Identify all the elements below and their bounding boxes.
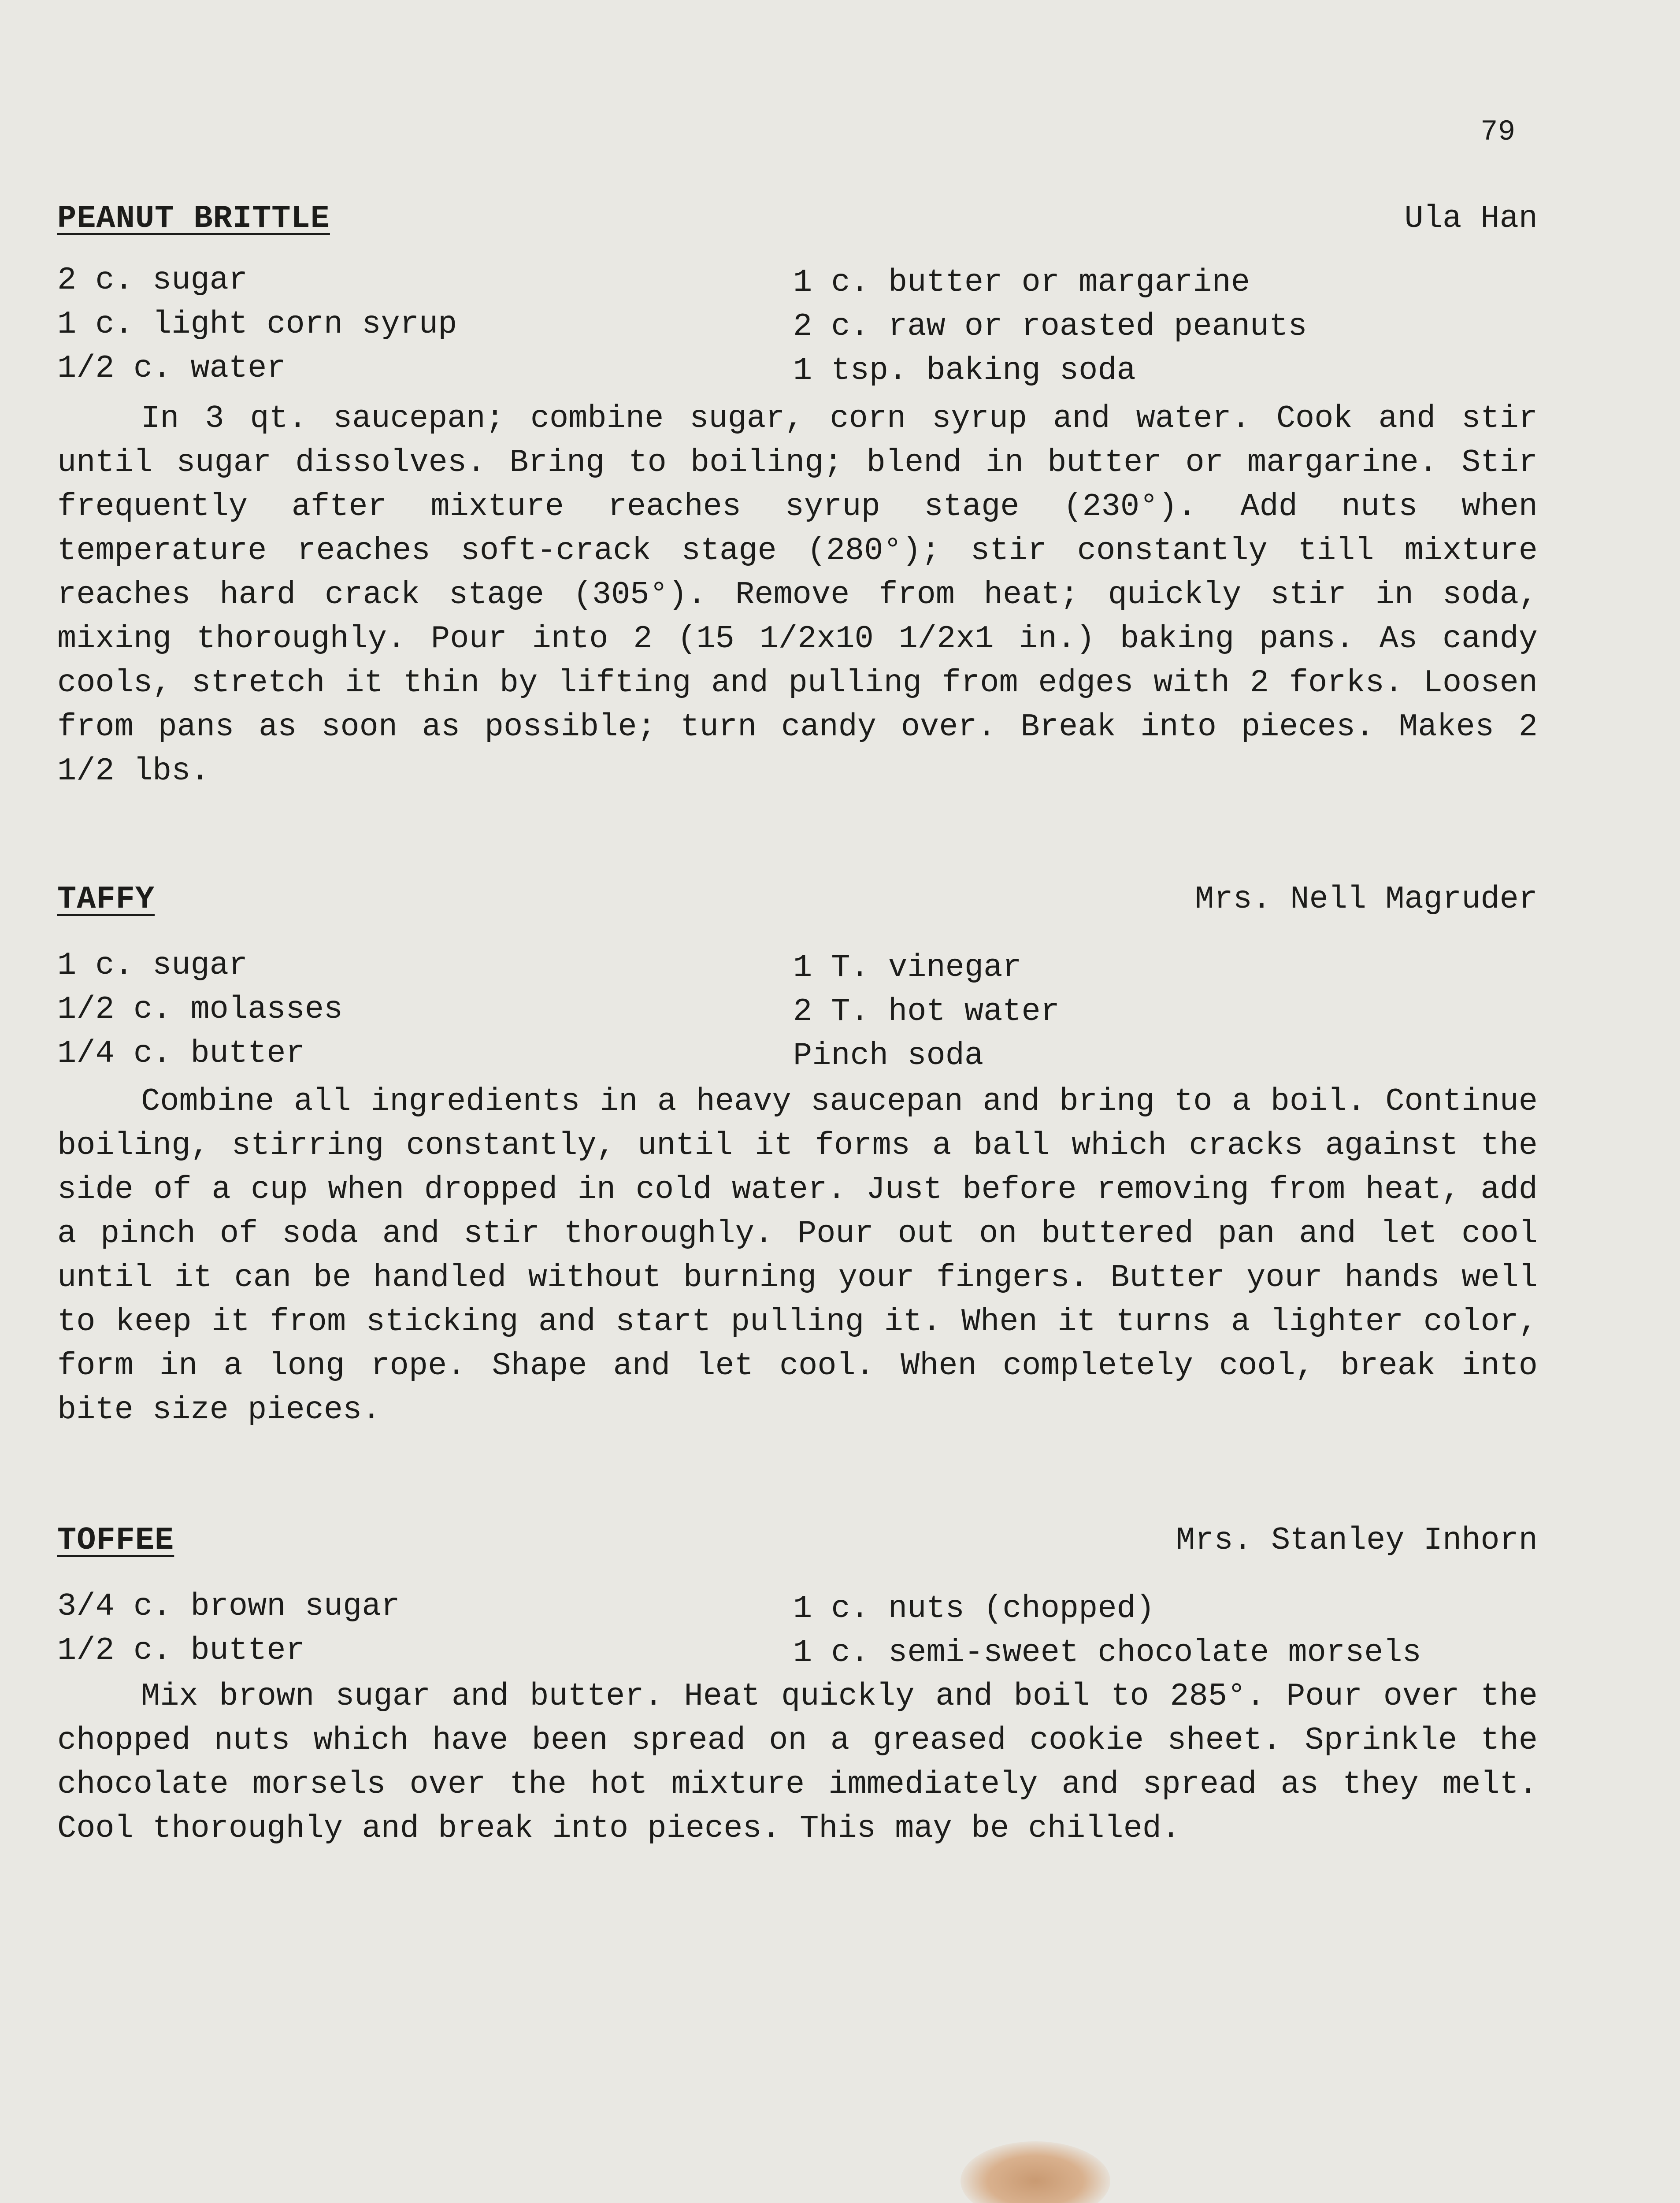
recipe-title: TAFFY bbox=[57, 881, 155, 917]
page-number: 79 bbox=[1480, 115, 1516, 148]
ingredient: Pinch soda bbox=[793, 1038, 984, 1074]
recipe-title: PEANUT BRITTLE bbox=[57, 200, 330, 237]
recipe-author: Mrs. Stanley Inhorn bbox=[1176, 1522, 1538, 1558]
ingredient: 1 T. vinegar bbox=[793, 949, 1022, 986]
recipe-peanut-brittle bbox=[57, 200, 1538, 835]
ingredient: 1 tsp. baking soda bbox=[793, 352, 1136, 389]
ingredient: 2 c. raw or roasted peanuts bbox=[793, 308, 1307, 345]
ingredient: 2 T. hot water bbox=[793, 994, 1060, 1030]
paper-stain bbox=[961, 2141, 1110, 2203]
ingredient: 1/2 c. molasses bbox=[57, 991, 343, 1027]
ingredient: 1/2 c. water bbox=[57, 350, 286, 386]
ingredient: 1 c. butter or margarine bbox=[793, 264, 1250, 300]
ingredient: 1 c. semi-sweet chocolate morsels bbox=[793, 1635, 1421, 1671]
recipe-directions: In 3 qt. saucepan; combine sugar, corn syrup and water. Cook and stir until sugar dissolves. Bring to boiling; blend in butter or margarine. Stir frequently after mixture reaches syrup stage (230°). Add nuts when temperature reaches soft-crack stage (280°); stir constantly till mixture reaches hard crack stage (305°). Remove from heat; quickly stir in soda, mixing thoroughly. Pour into 2 (15 1/2x10 1/2x1 in.) baking pans. As candy cools, stretch it thin by lifting and pulling from edges with 2 forks. Loosen from pans as soon as possible; turn candy over. Break into pieces. Makes 2 1/2 lbs. bbox=[57, 401, 1538, 789]
recipe-toffee bbox=[57, 1522, 1538, 1901]
ingredient: 2 c. sugar bbox=[57, 262, 248, 298]
recipe-author: Ula Han bbox=[1404, 200, 1538, 237]
ingredient: 1 c. nuts (chopped) bbox=[793, 1591, 1155, 1627]
recipe-directions: Mix brown sugar and butter. Heat quickly and boil to 285°. Pour over the chopped nuts which have been spread on a greased cookie sheet. Sprinkle the chocolate morsels over the hot mixture immediately and spread as they melt. Cool thoroughly and break into pieces. This may be chilled. bbox=[57, 1678, 1538, 1847]
ingredient: 3/4 c. brown sugar bbox=[57, 1588, 400, 1624]
recipe-author: Mrs. Nell Magruder bbox=[1195, 881, 1538, 917]
ingredient: 1 c. light corn syrup bbox=[57, 306, 457, 342]
ingredient: 1 c. sugar bbox=[57, 947, 248, 983]
ingredient: 1/2 c. butter bbox=[57, 1632, 305, 1669]
recipe-taffy bbox=[57, 881, 1538, 1476]
recipe-directions: Combine all ingredients in a heavy saucepan and bring to a boil. Continue boiling, stirring constantly, until it forms a ball which cracks against the side of a cup when dropped in cold water. Just before removing from heat, add a pinch of soda and stir thoroughly. Pour out on buttered pan and let cool until it can be handled without burning your fingers. Butter your hands well to keep it from sticking and start pulling it. When it turns a lighter color, form in a long rope. Shape and let cool. When completely cool, break into bite size pieces. bbox=[57, 1083, 1538, 1428]
ingredient: 1/4 c. butter bbox=[57, 1035, 305, 1072]
recipe-title: TOFFEE bbox=[57, 1522, 174, 1558]
